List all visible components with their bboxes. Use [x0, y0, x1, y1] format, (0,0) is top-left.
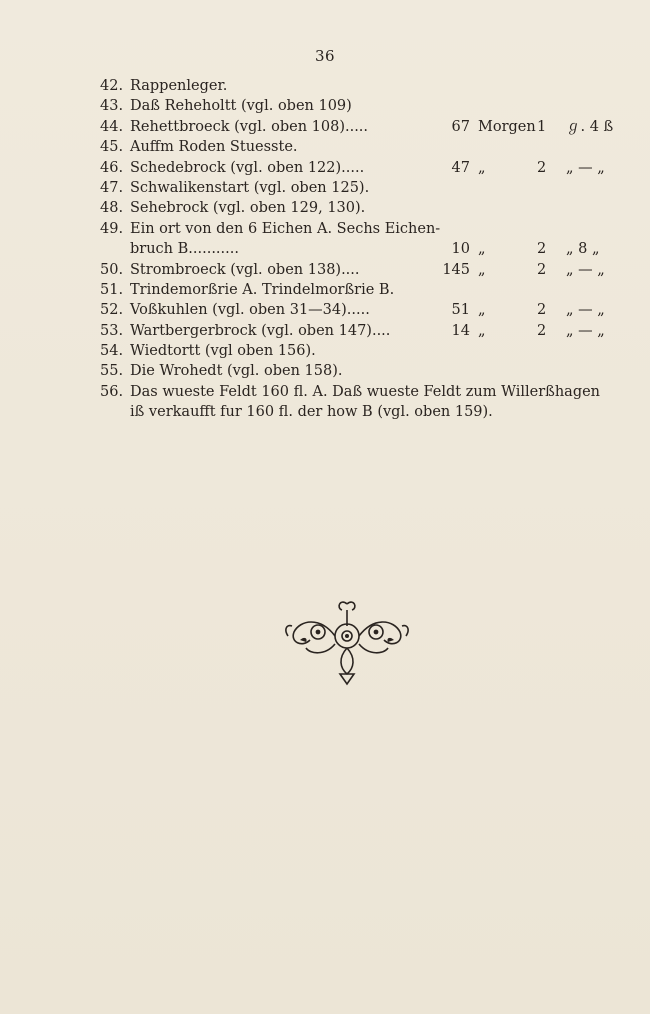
- leader-dots: ..........: [192, 241, 239, 258]
- entry-label: Strombroeck (vgl. oben 138): [130, 261, 342, 278]
- entry-row: [100, 239, 620, 259]
- entry-label: iß verkaufft fur 160 fl. der how B (vgl. oben 159).: [130, 404, 493, 421]
- entry-text: [130, 300, 370, 320]
- entry-row: [100, 219, 620, 239]
- entry-list: [100, 76, 620, 423]
- entry-label: Schedebrock (vgl. oben 122): [130, 159, 342, 176]
- entry-number: 45.: [100, 139, 124, 156]
- leader-dots: ....: [341, 261, 360, 278]
- entry-row: [100, 178, 620, 198]
- entry-number: 44.: [100, 118, 124, 135]
- unit-label: „: [478, 241, 486, 258]
- amount-value: 2: [537, 241, 547, 258]
- entry-label: Rappenleger.: [130, 78, 228, 94]
- entry-text: [130, 219, 440, 239]
- area-value: 51: [451, 302, 470, 319]
- entry-number: 49.: [100, 220, 124, 237]
- entry-label: Voßkuhlen (vgl. oben 31—34): [130, 302, 347, 319]
- unit-label: „: [478, 159, 486, 176]
- entry-row: [100, 158, 620, 178]
- entry-text: [130, 402, 493, 422]
- entry-number: 42.: [100, 78, 124, 94]
- amount-value: 2: [537, 159, 547, 176]
- unit-label: „: [478, 261, 486, 278]
- entry-number: 52.: [100, 302, 124, 319]
- entry-text: [130, 96, 352, 116]
- currency-value: „ — „: [566, 261, 605, 278]
- entry-text: [130, 361, 342, 381]
- entry-text: [130, 341, 316, 361]
- entry-label: Wiedtortt (vgl oben 156).: [130, 343, 316, 360]
- unit-label: „: [478, 302, 486, 319]
- entry-text: [130, 239, 239, 259]
- currency-value: „ — „: [566, 322, 605, 339]
- area-value: 145: [442, 261, 470, 278]
- entry-text: [130, 198, 365, 218]
- entry-row: [100, 137, 620, 157]
- entry-number: 54.: [100, 343, 124, 360]
- amount-value: 2: [537, 322, 547, 339]
- amount-value: 2: [537, 302, 547, 319]
- entry-text: [130, 76, 227, 96]
- entry-label: Die Wrohedt (vgl. oben 158).: [130, 363, 343, 380]
- amount-value: 1: [537, 118, 547, 135]
- entry-number: 47.: [100, 179, 124, 196]
- entry-text: [130, 137, 298, 157]
- entry-number: 56.: [100, 383, 124, 400]
- entry-row: [100, 361, 620, 381]
- entry-text: [130, 280, 394, 300]
- entry-text: [130, 117, 368, 137]
- entry-label: Ein ort von den 6 Eichen A. Sechs Eichen-: [130, 220, 441, 237]
- entry-row: [100, 260, 620, 280]
- entry-label: Schwalikenstart (vgl. oben 125).: [130, 179, 370, 196]
- leader-dots: .....: [346, 302, 370, 319]
- entry-label: Rehettbroeck (vgl. oben 108): [130, 118, 345, 135]
- entry-row: [100, 402, 620, 422]
- currency-value: „ — „: [566, 159, 605, 176]
- entry-label: Wartbergerbrock (vgl. oben 147): [130, 322, 372, 339]
- entry-label: Das wueste Feldt 160 fl. A. Daß wueste Feldt zum Willerßhagen: [130, 383, 601, 400]
- unit-label: Morgen: [478, 118, 536, 135]
- leader-dots: .....: [344, 118, 369, 135]
- entry-label: Trindemorßrie A. Trindelmorßrie B.: [130, 281, 395, 298]
- area-value: 67: [451, 118, 470, 135]
- entry-row: [100, 198, 620, 218]
- currency-value: „ 8 „: [566, 241, 600, 258]
- entry-label: Sehebrock (vgl. oben 129, 130).: [130, 200, 366, 217]
- currency-value: ℊ. 4 ß: [566, 118, 614, 135]
- entry-row: [100, 341, 620, 361]
- currency-value: „ — „: [566, 302, 605, 319]
- entry-row: [100, 321, 620, 341]
- entry-number: 48.: [100, 200, 124, 217]
- entry-number: 55.: [100, 363, 124, 380]
- entry-row: [100, 96, 620, 116]
- entry-number: 43.: [100, 98, 124, 115]
- entry-row: [100, 76, 620, 96]
- unit-label: „: [478, 322, 486, 339]
- page-number: 36: [314, 47, 336, 65]
- leader-dots: ....: [371, 322, 391, 339]
- entry-number: 51.: [100, 281, 124, 298]
- amount-value: 2: [537, 261, 547, 278]
- entry-text: [130, 321, 390, 341]
- entry-number: 50.: [100, 261, 124, 278]
- area-value: 47: [451, 159, 470, 176]
- entry-row: [100, 117, 620, 137]
- entry-row: [100, 300, 620, 320]
- entry-row: [100, 382, 620, 402]
- entry-row: [100, 280, 620, 300]
- leader-dots: .....: [341, 159, 365, 176]
- decorative-ornament: [280, 596, 414, 686]
- entry-label: Auffm Roden Stuesste.: [130, 139, 298, 156]
- area-value: 10: [451, 241, 470, 258]
- entry-label: Daß Reheholtt (vgl. oben 109): [130, 98, 352, 115]
- entry-text: [130, 260, 360, 280]
- entry-text: [130, 382, 600, 402]
- area-value: 14: [451, 322, 470, 339]
- entry-number: 53.: [100, 322, 124, 339]
- entry-text: [130, 178, 369, 198]
- entry-label: bruch B.: [130, 241, 193, 258]
- entry-number: 46.: [100, 159, 124, 176]
- entry-text: [130, 158, 364, 178]
